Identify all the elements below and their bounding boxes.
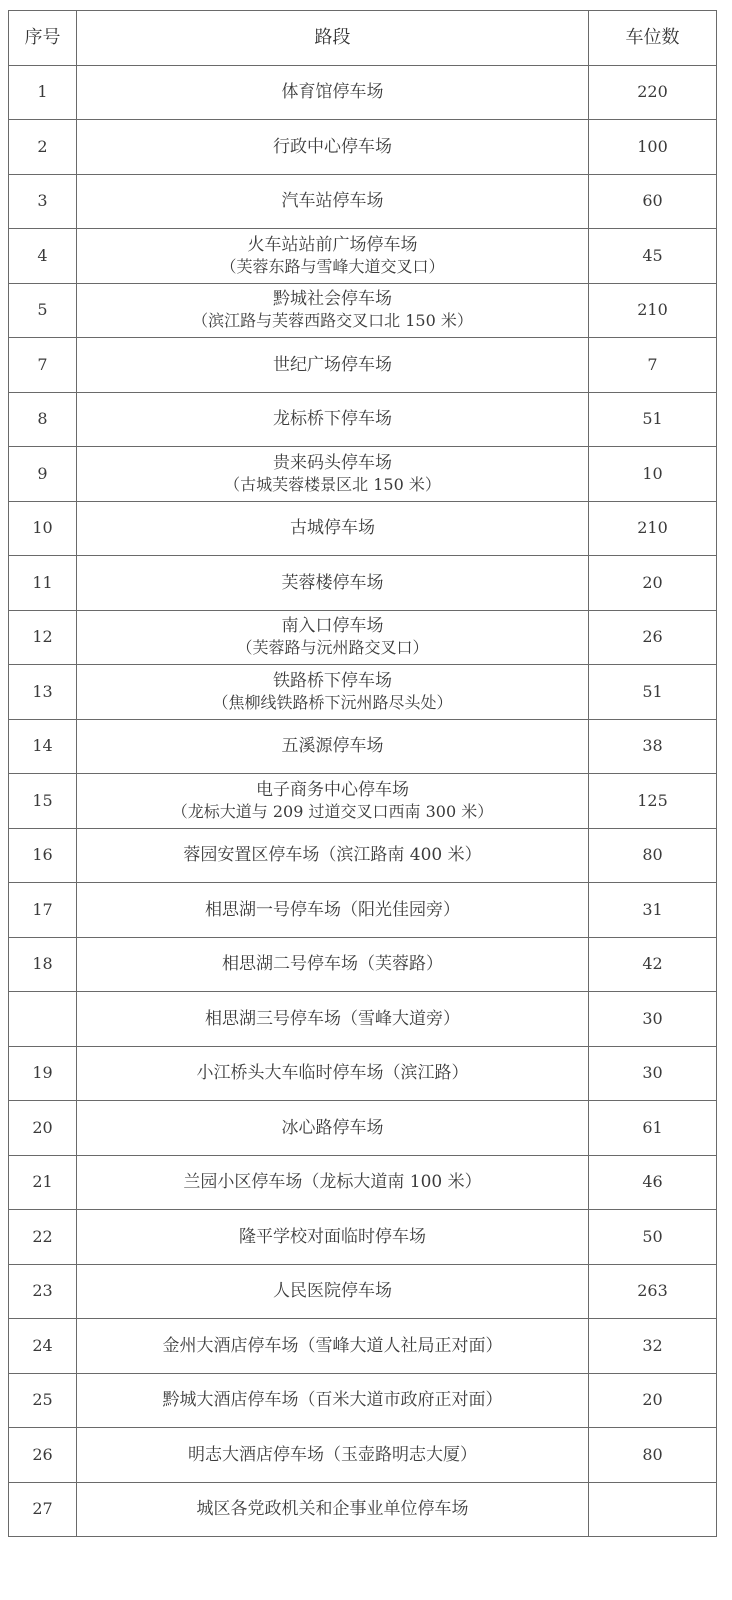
parking-lot-location-note: （芙蓉路与沅州路交叉口） [236, 638, 429, 658]
parking-lot-name: 古城停车场 [290, 518, 375, 539]
parking-lot-name: 汽车站停车场 [281, 191, 384, 212]
row-road [77, 338, 589, 393]
table-row [9, 501, 717, 556]
parking-lot-name: 南入口停车场 [281, 616, 384, 637]
row-road [77, 1482, 589, 1537]
table-row [9, 774, 717, 829]
parking-lot-location-note: （芙蓉东路与雪峰大道交叉口） [220, 256, 445, 276]
row-road [77, 283, 589, 338]
parking-lot-name: 电子商务中心停车场 [256, 779, 409, 800]
table-row [9, 1373, 717, 1428]
header-row [9, 11, 717, 66]
row-spaces: 263 [589, 1264, 717, 1319]
row-index: 25 [9, 1373, 77, 1428]
row-spaces: 210 [589, 501, 717, 556]
parking-lot-name: 明志大酒店停车场（玉壶路明志大厦） [188, 1444, 477, 1465]
row-road [77, 1264, 589, 1319]
parking-lot-name: 五溪源停车场 [281, 736, 384, 757]
parking-lot-name: 相思湖一号停车场（阳光佳园旁） [205, 899, 460, 920]
table-row [9, 828, 717, 883]
row-spaces: 51 [589, 392, 717, 447]
row-road [77, 174, 589, 229]
row-spaces: 210 [589, 283, 717, 338]
row-index: 26 [9, 1428, 77, 1483]
table-row [9, 392, 717, 447]
table-row [9, 65, 717, 120]
row-road [77, 992, 589, 1047]
parking-lot-name: 贵来码头停车场 [273, 452, 392, 473]
row-spaces: 7 [589, 338, 717, 393]
row-index: 1 [9, 65, 77, 120]
row-spaces: 60 [589, 174, 717, 229]
row-spaces: 80 [589, 1428, 717, 1483]
table-row [9, 556, 717, 611]
table-row [9, 719, 717, 774]
row-index: 4 [9, 229, 77, 284]
parking-lot-name: 金州大酒店停车场（雪峰大道人社局正对面） [162, 1335, 503, 1356]
table-row [9, 665, 717, 720]
row-index: 23 [9, 1264, 77, 1319]
header-road: 路段 [77, 11, 589, 66]
row-index: 27 [9, 1482, 77, 1537]
table-row [9, 610, 717, 665]
row-spaces: 42 [589, 937, 717, 992]
parking-lot-location-note: （滨江路与芙蓉西路交叉口北 150 米） [192, 311, 473, 331]
header-spaces: 车位数 [589, 11, 717, 66]
row-road [77, 937, 589, 992]
row-spaces: 220 [589, 65, 717, 120]
table-row [9, 174, 717, 229]
row-spaces: 51 [589, 665, 717, 720]
row-spaces [589, 1482, 717, 1537]
row-road [77, 65, 589, 120]
row-index: 22 [9, 1210, 77, 1265]
row-index: 2 [9, 120, 77, 175]
parking-lot-name: 城区各党政机关和企事业单位停车场 [196, 1499, 469, 1520]
row-index: 3 [9, 174, 77, 229]
parking-lot-name: 冰心路停车场 [281, 1117, 384, 1138]
row-index: 20 [9, 1101, 77, 1156]
table-row [9, 338, 717, 393]
row-index [9, 992, 77, 1047]
row-index: 18 [9, 937, 77, 992]
row-index: 17 [9, 883, 77, 938]
row-road [77, 1319, 589, 1374]
parking-lot-location-note: （焦柳线铁路桥下沅州路尽头处） [212, 692, 453, 712]
row-road [77, 610, 589, 665]
row-road [77, 1155, 589, 1210]
row-index: 19 [9, 1046, 77, 1101]
parking-lot-name: 蓉园安置区停车场（滨江路南 400 米） [183, 845, 482, 866]
table-row [9, 1046, 717, 1101]
parking-lot-name: 隆平学校对面临时停车场 [239, 1226, 426, 1247]
parking-lot-name: 小江桥头大车临时停车场（滨江路） [196, 1063, 469, 1084]
row-spaces: 46 [589, 1155, 717, 1210]
row-spaces: 61 [589, 1101, 717, 1156]
row-spaces: 45 [589, 229, 717, 284]
row-index: 15 [9, 774, 77, 829]
row-index: 24 [9, 1319, 77, 1374]
row-spaces: 50 [589, 1210, 717, 1265]
parking-lot-name: 体育馆停车场 [281, 82, 384, 103]
row-road [77, 1428, 589, 1483]
parking-lot-name: 人民医院停车场 [273, 1281, 392, 1302]
parking-lot-name: 龙标桥下停车场 [273, 409, 392, 430]
row-index: 8 [9, 392, 77, 447]
row-road [77, 1210, 589, 1265]
parking-lot-location-note: （龙标大道与 209 过道交叉口西南 300 米） [171, 801, 494, 821]
row-road [77, 719, 589, 774]
table-row [9, 120, 717, 175]
row-spaces: 26 [589, 610, 717, 665]
row-index: 16 [9, 828, 77, 883]
row-index: 21 [9, 1155, 77, 1210]
row-road [77, 120, 589, 175]
row-road [77, 1101, 589, 1156]
row-spaces: 38 [589, 719, 717, 774]
table-row [9, 447, 717, 502]
parking-lot-location-note: （古城芙蓉楼景区北 150 米） [224, 474, 441, 494]
row-road [77, 1046, 589, 1101]
table-row [9, 937, 717, 992]
row-spaces: 20 [589, 1373, 717, 1428]
table-row [9, 1210, 717, 1265]
parking-lot-name: 火车站站前广场停车场 [247, 234, 418, 255]
parking-lot-name: 相思湖三号停车场（雪峰大道旁） [205, 1008, 460, 1029]
header-index: 序号 [9, 11, 77, 66]
row-spaces: 125 [589, 774, 717, 829]
row-road [77, 1373, 589, 1428]
row-index: 5 [9, 283, 77, 338]
row-index: 9 [9, 447, 77, 502]
row-index: 14 [9, 719, 77, 774]
table-row [9, 1264, 717, 1319]
row-road [77, 556, 589, 611]
row-spaces: 30 [589, 992, 717, 1047]
table-row [9, 1319, 717, 1374]
parking-lot-name: 芙蓉楼停车场 [281, 572, 384, 593]
parking-lot-name: 黔城大酒店停车场（百米大道市政府正对面） [162, 1390, 503, 1411]
parking-lot-name: 相思湖二号停车场（芙蓉路） [222, 954, 443, 975]
row-spaces: 32 [589, 1319, 717, 1374]
parking-lot-name: 黔城社会停车场 [273, 289, 392, 310]
row-spaces: 100 [589, 120, 717, 175]
row-spaces: 80 [589, 828, 717, 883]
table-row [9, 883, 717, 938]
row-road [77, 774, 589, 829]
parking-table-sheet [8, 10, 716, 1592]
row-index: 13 [9, 665, 77, 720]
row-road [77, 828, 589, 883]
row-index: 12 [9, 610, 77, 665]
table-body [9, 65, 717, 1537]
table-header [9, 11, 717, 66]
parking-lot-name: 铁路桥下停车场 [273, 670, 392, 691]
row-index: 11 [9, 556, 77, 611]
parking-lot-name: 行政中心停车场 [273, 136, 392, 157]
row-road [77, 229, 589, 284]
table-row [9, 283, 717, 338]
table-row [9, 1482, 717, 1537]
parking-lot-name: 兰园小区停车场（龙标大道南 100 米） [183, 1172, 482, 1193]
row-spaces: 20 [589, 556, 717, 611]
parking-lot-name: 世纪广场停车场 [273, 354, 392, 375]
table-row [9, 1155, 717, 1210]
row-index: 10 [9, 501, 77, 556]
row-road [77, 392, 589, 447]
row-spaces: 30 [589, 1046, 717, 1101]
row-road [77, 501, 589, 556]
row-road [77, 447, 589, 502]
row-spaces: 31 [589, 883, 717, 938]
parking-table [8, 10, 717, 1537]
row-spaces: 10 [589, 447, 717, 502]
row-index: 7 [9, 338, 77, 393]
table-row [9, 1101, 717, 1156]
table-row [9, 229, 717, 284]
row-road [77, 883, 589, 938]
row-road [77, 665, 589, 720]
table-row [9, 992, 717, 1047]
table-row [9, 1428, 717, 1483]
